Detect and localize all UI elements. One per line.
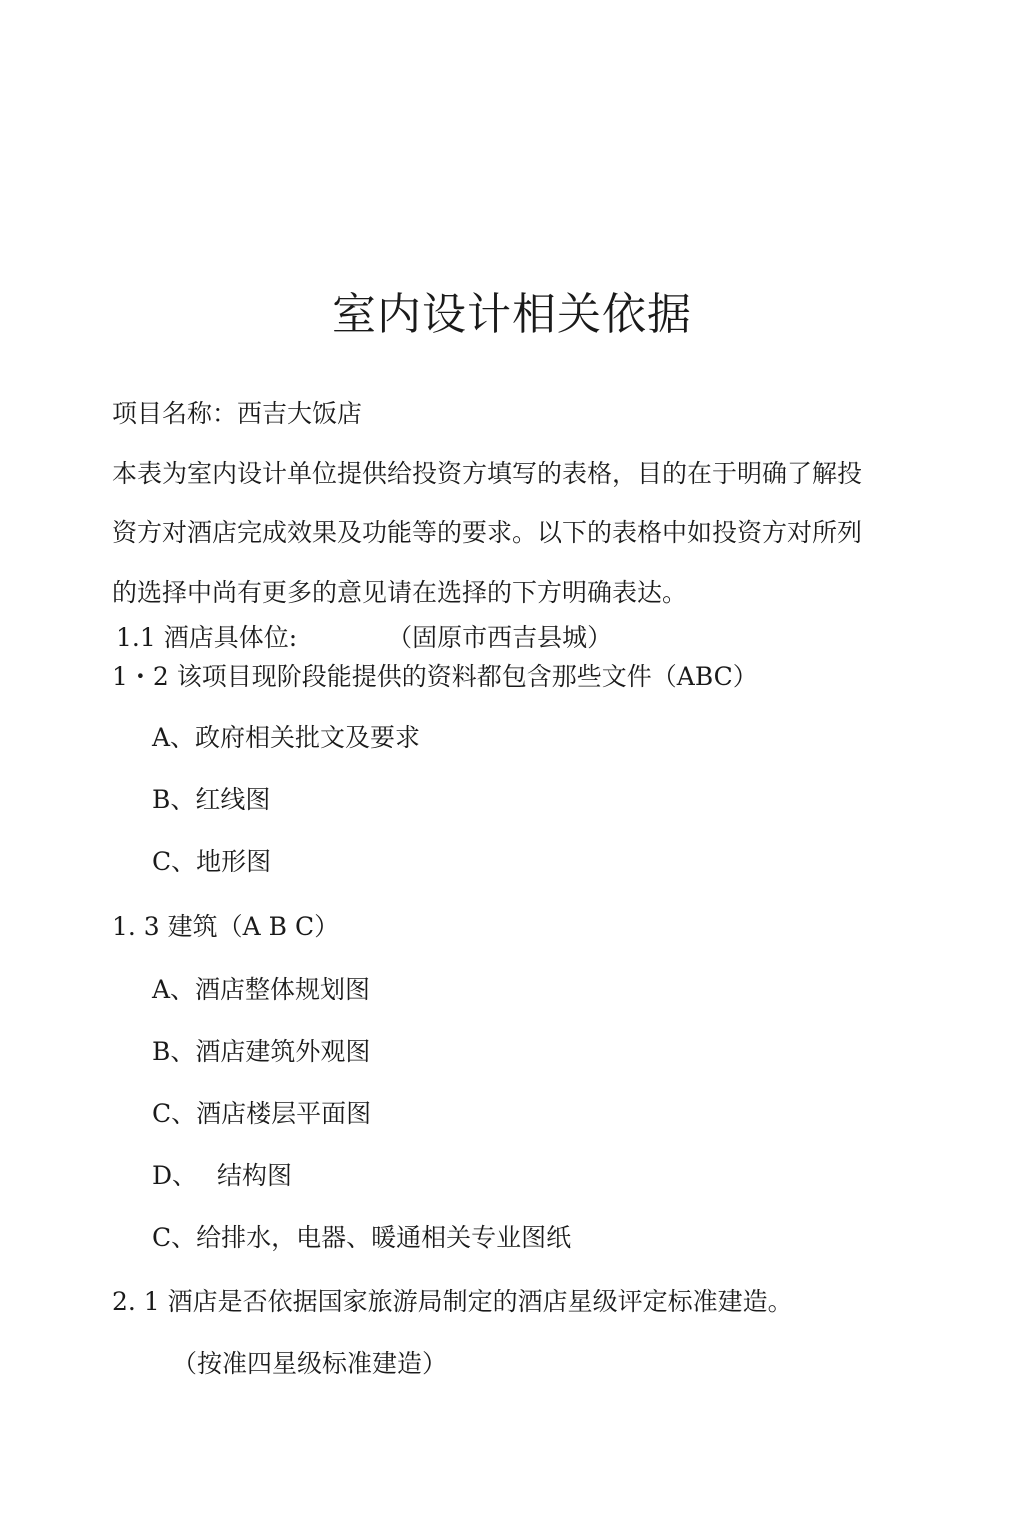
item-1-1-answer: （固原市西吉县城） xyxy=(387,623,613,652)
item-1-2-label: 1・2 该项目现阶段能提供的资料都包含那些文件（ABC） xyxy=(112,662,758,691)
item-1-3-option-a: A、酒店整体规划图 xyxy=(152,975,371,1004)
project-name-value: 西吉大饭店 xyxy=(237,399,363,428)
item-1-2-option-b: B、红线图 xyxy=(152,785,271,814)
item-1-1-label: 1.1 酒店具体位: xyxy=(116,623,298,652)
item-2-1-answer: （按准四星级标准建造） xyxy=(172,1349,448,1378)
project-name-line xyxy=(112,396,362,432)
item-1-3-option-d xyxy=(152,1158,292,1194)
intro-line-3: 的选择中尚有更多的意见请在选择的下方明确表达。 xyxy=(112,578,688,607)
project-name-label: 项目名称： xyxy=(112,399,238,428)
item-1-2-option-c: C、地形图 xyxy=(152,847,272,876)
item-1-2-option-a: A、政府相关批文及要求 xyxy=(152,723,421,752)
item-1-3-option-c: C、酒店楼层平面图 xyxy=(152,1099,372,1128)
item-2-1-label: 2. 1 酒店是否依据国家旅游局制定的酒店星级评定标准建造。 xyxy=(112,1287,793,1316)
item-1-3-option-b: B、酒店建筑外观图 xyxy=(152,1037,371,1066)
item-1-3-option-e: C、给排水，电器、暖通相关专业图纸 xyxy=(152,1223,572,1252)
intro-line-1: 本表为室内设计单位提供给投资方填写的表格，目的在于明确了解投 xyxy=(112,459,863,488)
page-title: 室内设计相关依据 xyxy=(332,289,692,340)
item-1-3-option-d-text: 结构图 xyxy=(217,1161,293,1190)
intro-line-2: 资方对酒店完成效果及功能等的要求。以下的表格中如投资方对所列 xyxy=(112,518,863,547)
item-1-3-label: 1. 3 建筑（A B C） xyxy=(112,912,340,941)
item-1-1 xyxy=(116,620,612,656)
item-1-3-option-d-prefix: D、 xyxy=(152,1161,198,1190)
